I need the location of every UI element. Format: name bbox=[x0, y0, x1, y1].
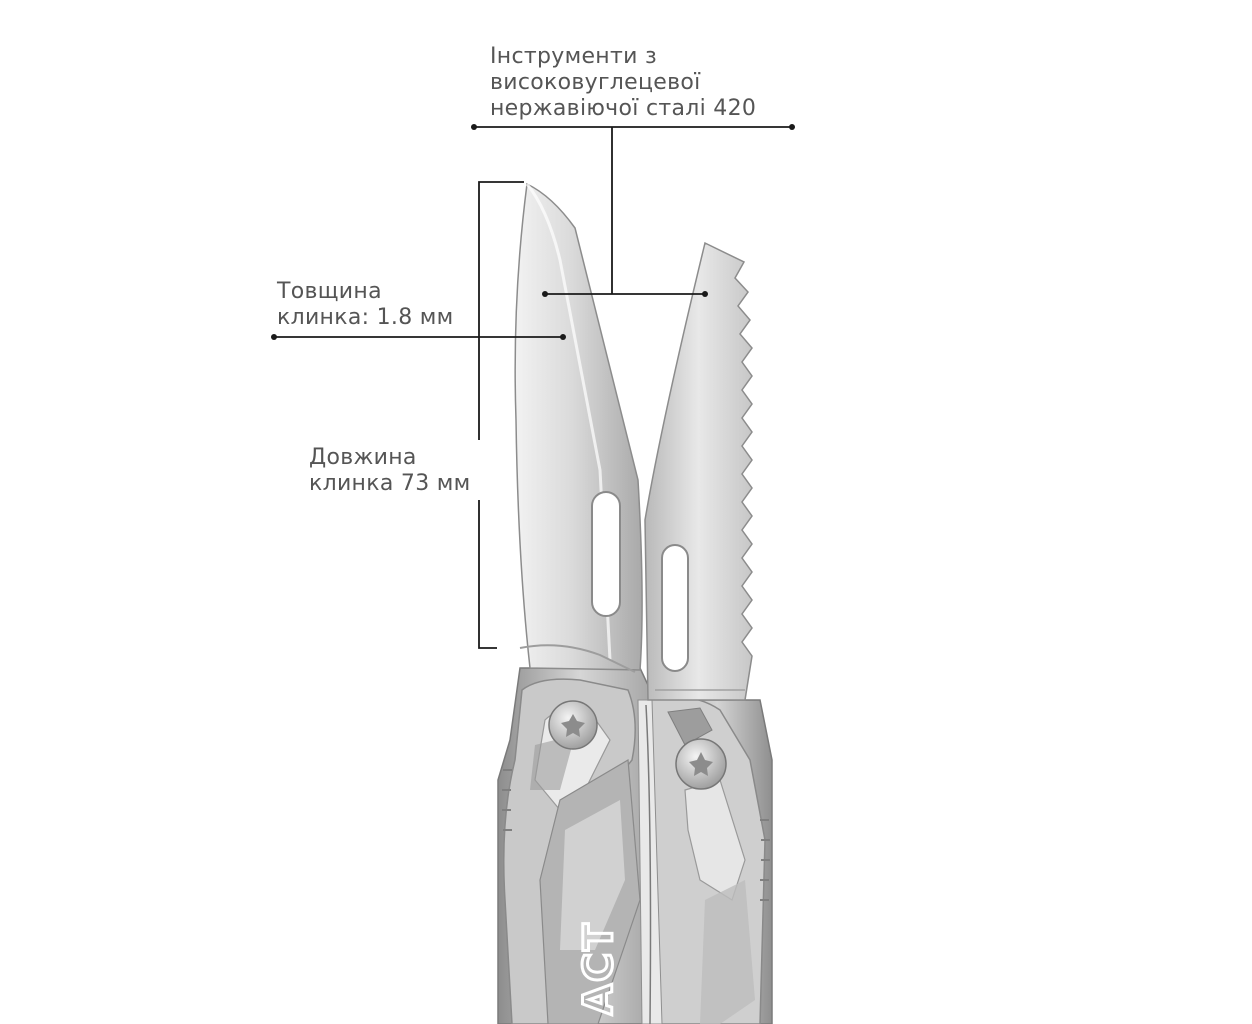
saw-thumb-hole bbox=[662, 545, 688, 671]
blade-thumb-hole bbox=[592, 492, 620, 616]
handle-brand-mark: ACT bbox=[576, 921, 622, 1015]
pivot-screw-right bbox=[676, 739, 726, 789]
steel-annotation-label: Інструменти з високовуглецевої нержавіючої сталі 420 bbox=[490, 44, 757, 121]
blade-length-label: Довжина клинка 73 мм bbox=[309, 445, 471, 496]
knife-blade bbox=[515, 184, 642, 672]
blade-thickness-label: Товщина клинка: 1.8 мм bbox=[277, 279, 454, 330]
pivot-screw-left bbox=[549, 701, 597, 749]
length-bracket-bottom bbox=[479, 500, 497, 648]
saw-blade bbox=[645, 243, 752, 700]
tool-handle bbox=[498, 668, 772, 1024]
